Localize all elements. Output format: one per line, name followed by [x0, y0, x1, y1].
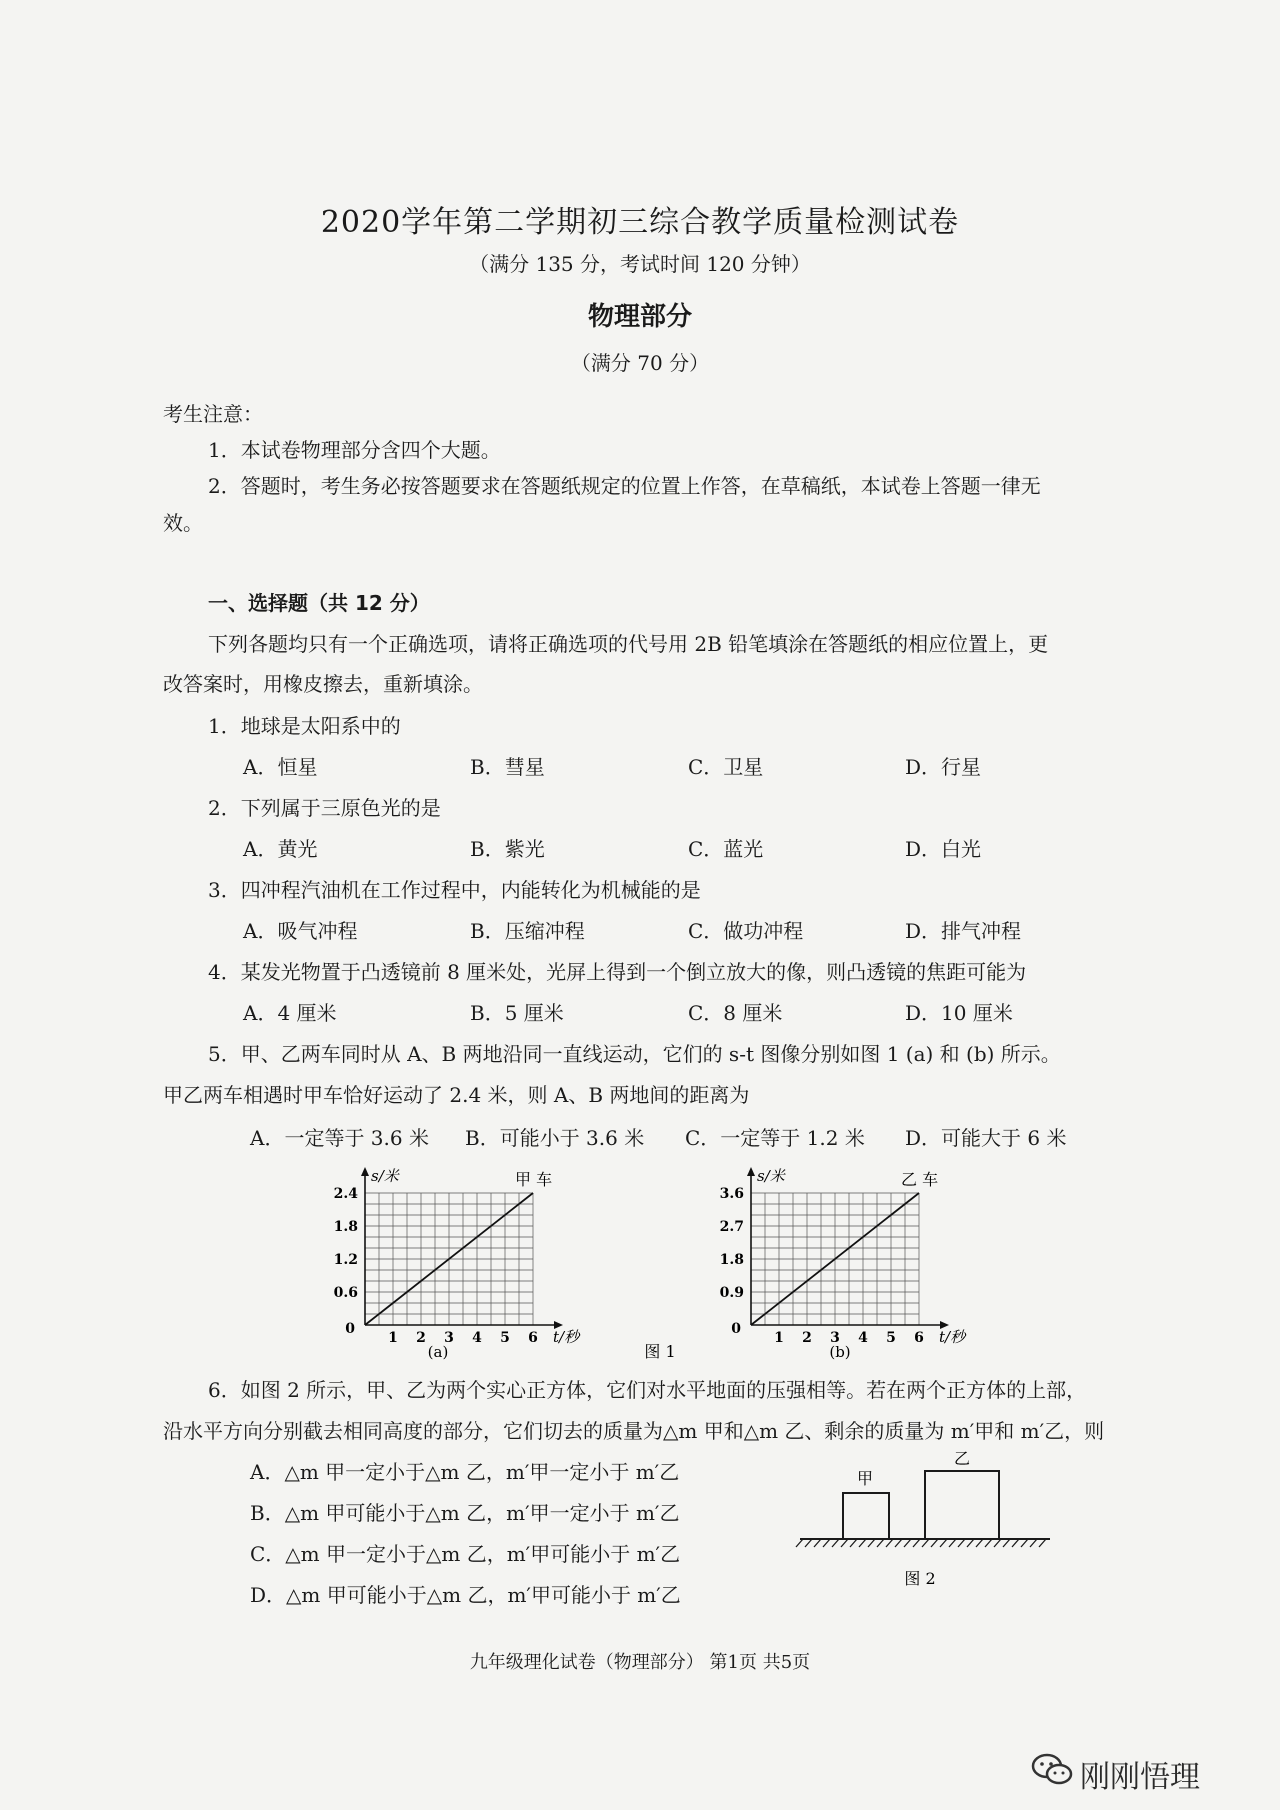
- part1-heading: 一、选择题（共 12 分）: [208, 591, 430, 615]
- chart-a-x-tick: 4: [472, 1330, 482, 1346]
- question-4-stem: 4．某发光物置于凸透镜前 8 厘米处，光屏上得到一个倒立放大的像，则凸透镜的焦距可能为: [208, 960, 1027, 984]
- hatch-stroke: [949, 1539, 956, 1547]
- question-6-option-b: B．△m 甲可能小于△m 乙，m′甲一定小于 m′乙: [250, 1501, 680, 1525]
- chart-a-origin-label: 0: [345, 1321, 355, 1337]
- chart-b-x-tick: 5: [886, 1330, 896, 1346]
- question-3-option-d: D．排气冲程: [905, 919, 1022, 943]
- hatch-stroke: [1012, 1539, 1019, 1547]
- page-footer: 九年级理化试卷（物理部分） 第1页 共5页: [469, 1652, 811, 1673]
- cube-yi: [925, 1471, 999, 1539]
- question-3-stem: 3．四冲程汽油机在工作过程中，内能转化为机械能的是: [208, 878, 701, 902]
- figure-1: [320, 1160, 980, 1360]
- hatch-stroke: [1039, 1539, 1046, 1547]
- chart-a-series-label: 甲 车: [515, 1170, 553, 1189]
- hatch-stroke: [913, 1539, 920, 1547]
- question-6-option-a: A．△m 甲一定小于△m 乙，m′甲一定小于 m′乙: [250, 1460, 680, 1484]
- question-6-option-c: C．△m 甲一定小于△m 乙，m′甲可能小于 m′乙: [250, 1542, 681, 1566]
- chart-a-sublabel: (a): [427, 1343, 449, 1360]
- watermark-text: 刚刚悟理: [1080, 1760, 1200, 1795]
- hatch-stroke: [931, 1539, 938, 1547]
- figure-2: [795, 1448, 1065, 1598]
- chart-b-y-tick: 2.7: [719, 1219, 744, 1235]
- figure-2-caption: 图 2: [904, 1569, 936, 1588]
- ground-hatching: [796, 1539, 1046, 1547]
- hatch-stroke: [922, 1539, 929, 1547]
- chart-b-x-tick: 1: [774, 1330, 784, 1346]
- hatch-stroke: [841, 1539, 848, 1547]
- question-2-option-a: A．黄光: [243, 837, 318, 861]
- question-1-option-b: B．彗星: [470, 755, 545, 779]
- chart-b-y-arrow: [747, 1167, 755, 1176]
- notice-item-2-line2: 效。: [163, 511, 203, 535]
- wechat-icon: [1030, 1750, 1074, 1790]
- chart-a-x-tick: 3: [444, 1330, 454, 1346]
- cube-jia: [843, 1493, 889, 1539]
- question-3-option-c: C．做功冲程: [688, 919, 804, 943]
- question-1-option-c: C．卫星: [688, 755, 764, 779]
- chart-b-x-tick: 6: [914, 1330, 924, 1346]
- question-3-option-a: A．吸气冲程: [243, 919, 358, 943]
- chart-b-x-tick: 3: [830, 1330, 840, 1346]
- chart-b-y-tick: 3.6: [719, 1186, 744, 1202]
- hatch-stroke: [850, 1539, 857, 1547]
- hatch-stroke: [994, 1539, 1001, 1547]
- question-1-stem: 1．地球是太阳系中的: [208, 714, 401, 738]
- chart-a-x-tick: 5: [500, 1330, 510, 1346]
- chart-b: [720, 1167, 968, 1346]
- hatch-stroke: [877, 1539, 884, 1547]
- exam-title: 2020学年第二学期初三综合教学质量检测试卷: [320, 205, 960, 240]
- question-4-option-b: B．5 厘米: [470, 1001, 564, 1025]
- section-title: 物理部分: [587, 302, 692, 332]
- hatch-stroke: [1003, 1539, 1010, 1547]
- question-4-option-c: C．8 厘米: [688, 1001, 783, 1025]
- question-5-stem: 5．甲、乙两车同时从 A、B 两地沿同一直线运动，它们的 s-t 图像分别如图 1 (a) 和 (b) 所示。: [208, 1042, 1061, 1066]
- hatch-stroke: [886, 1539, 893, 1547]
- hatch-stroke: [823, 1539, 830, 1547]
- chart-a-y-arrow: [361, 1167, 369, 1176]
- cube-jia-label: 甲: [856, 1469, 874, 1488]
- chart-b-x-label: t/秒: [939, 1328, 966, 1346]
- chart-b-series-label: 乙 车: [901, 1170, 939, 1189]
- chart-a-x-tick: 6: [528, 1330, 538, 1346]
- section-score: （满分 70 分）: [570, 351, 710, 375]
- question-3-option-b: B．压缩冲程: [470, 919, 585, 943]
- hatch-stroke: [940, 1539, 947, 1547]
- notice-heading: 考生注意：: [163, 402, 263, 426]
- hatch-stroke: [1030, 1539, 1037, 1547]
- question-4-option-a: A．4 厘米: [243, 1001, 337, 1025]
- question-2-option-b: B．紫光: [470, 837, 545, 861]
- question-4-option-d: D．10 厘米: [905, 1001, 1013, 1025]
- question-5-option-d: D．可能大于 6 米: [905, 1126, 1067, 1150]
- notice-item-1: 1．本试卷物理部分含四个大题。: [208, 438, 501, 462]
- hatch-stroke: [859, 1539, 866, 1547]
- hatch-stroke: [904, 1539, 911, 1547]
- part1-intro-line1: 下列各题均只有一个正确选项，请将正确选项的代号用 2B 铅笔填涂在答题纸的相应位置上，更: [208, 632, 1049, 656]
- question-6-option-d: D．△m 甲可能小于△m 乙，m′甲可能小于 m′乙: [250, 1583, 681, 1607]
- question-2-option-d: D．白光: [905, 837, 982, 861]
- chart-b-x-tick: 4: [858, 1330, 868, 1346]
- chart-a-y-label: s/米: [371, 1167, 399, 1185]
- hatch-stroke: [958, 1539, 965, 1547]
- question-5-stem-line2: 甲乙两车相遇时甲车恰好运动了 2.4 米，则 A、B 两地间的距离为: [163, 1083, 750, 1107]
- chart-b-x-tick: 2: [802, 1330, 812, 1346]
- hatch-stroke: [868, 1539, 875, 1547]
- question-1-option-d: D．行星: [905, 755, 982, 779]
- part1-intro-line2: 改答案时，用橡皮擦去，重新填涂。: [163, 672, 483, 696]
- hatch-stroke: [985, 1539, 992, 1547]
- hatch-stroke: [976, 1539, 983, 1547]
- chart-a-x-label: t/秒: [553, 1328, 580, 1346]
- question-5-option-b: B．可能小于 3.6 米: [465, 1126, 645, 1150]
- chart-a-y-tick: 0.6: [333, 1285, 358, 1301]
- chart-b-origin-label: 0: [731, 1321, 741, 1337]
- chart-a-x-tick: 2: [416, 1330, 426, 1346]
- figure-1-caption: 图 1: [644, 1342, 676, 1360]
- hatch-stroke: [805, 1539, 812, 1547]
- chart-a: [334, 1167, 582, 1346]
- question-5-option-c: C．一定等于 1.2 米: [685, 1126, 865, 1150]
- notice-item-2-line1: 2．答题时，考生务必按答题要求在答题纸规定的位置上作答，在草稿纸，本试卷上答题一律无: [208, 474, 1041, 498]
- question-2-option-c: C．蓝光: [688, 837, 764, 861]
- question-1-option-a: A．恒星: [243, 755, 318, 779]
- hatch-stroke: [967, 1539, 974, 1547]
- chart-a-x-tick: 1: [388, 1330, 398, 1346]
- chart-b-sublabel: (b): [829, 1343, 851, 1360]
- chart-a-y-tick: 1.2: [333, 1252, 358, 1268]
- question-6-stem: 6．如图 2 所示，甲、乙为两个实心正方体，它们对水平地面的压强相等。若在两个正方体的上部，: [208, 1378, 1087, 1402]
- chart-a-y-tick: 2.4: [333, 1186, 358, 1202]
- chart-a-y-tick: 1.8: [333, 1219, 358, 1235]
- hatch-stroke: [895, 1539, 902, 1547]
- chart-b-y-tick: 0.9: [719, 1285, 744, 1301]
- hatch-stroke: [1021, 1539, 1028, 1547]
- cube-yi-label: 乙: [953, 1449, 971, 1468]
- hatch-stroke: [796, 1539, 803, 1547]
- question-5-option-a: A．一定等于 3.6 米: [250, 1126, 429, 1150]
- hatch-stroke: [814, 1539, 821, 1547]
- chart-b-y-tick: 1.8: [719, 1252, 744, 1268]
- question-2-stem: 2．下列属于三原色光的是: [208, 796, 441, 820]
- hatch-stroke: [832, 1539, 839, 1547]
- question-6-stem-line2: 沿水平方向分别截去相同高度的部分，它们切去的质量为△m 甲和△m 乙、剩余的质量为 m′甲和 m′乙，则: [163, 1419, 1105, 1443]
- chart-b-y-label: s/米: [757, 1167, 785, 1185]
- exam-subtitle: （满分 135 分，考试时间 120 分钟）: [469, 252, 811, 276]
